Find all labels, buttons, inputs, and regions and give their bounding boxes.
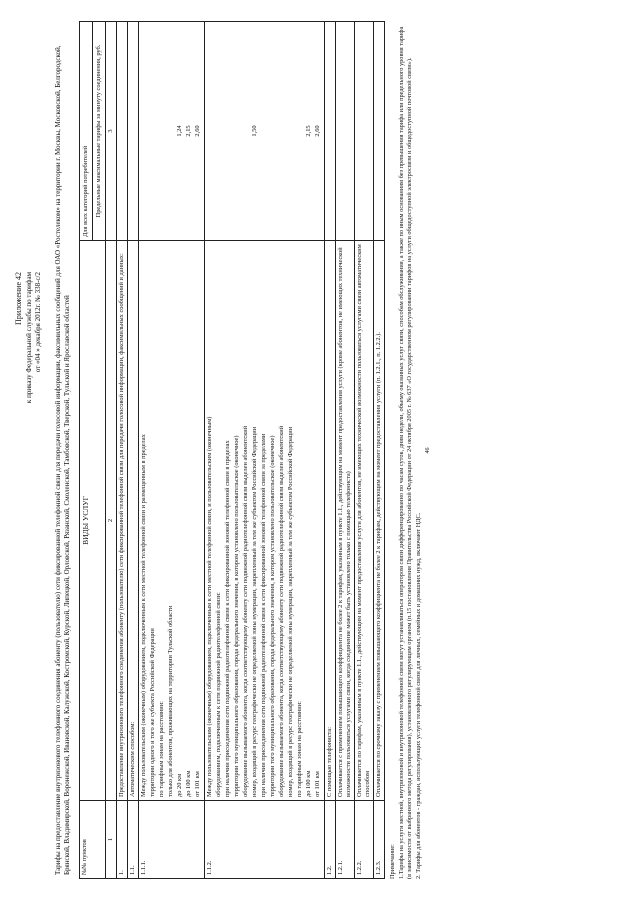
row-prices: [204, 22, 324, 241]
row-price: [167, 25, 176, 237]
row-price: [224, 25, 233, 237]
table-row: [324, 22, 335, 879]
row-number: 1.1.1.: [138, 801, 204, 879]
row-price: [140, 25, 149, 237]
row-line: до 100 км: [304, 770, 312, 797]
header-services: ВИДЫ УСЛУГ: [79, 241, 105, 801]
header-price: [79, 22, 105, 241]
row-line: только для абонентов, проживающих на территории Тульской области: [166, 605, 174, 797]
row-text: Оплачивается по срочному заказу с применением повышающего коэффициента не более 2 к тарифам, действующим на момент предоставления услуги (п. 1.2.1., п. 1.2.2.).: [373, 241, 384, 801]
row-line: от 101 км: [313, 771, 321, 797]
row-price: [215, 25, 224, 237]
row-line: Между пользовательским (оконечным) оборудованием, подключенным к сети местной телефонной связи, и пользовательским (оконечным): [205, 416, 213, 797]
row-price: [269, 25, 278, 237]
table-row: [354, 22, 373, 879]
table-row: [138, 22, 204, 879]
row-price: [233, 25, 242, 237]
row-line: оборудованием, подключенным к сети подвижной радиотелефонной связи:: [214, 592, 222, 797]
row-price: [324, 22, 335, 241]
row-number: 1.: [116, 801, 127, 879]
column-number: 1: [105, 801, 116, 879]
row-line: по тарифным зонам на расстоянии:: [157, 701, 165, 797]
tariff-table: [79, 21, 385, 879]
row-number: 1.2.2.: [354, 801, 373, 879]
table-header-row: [79, 22, 105, 879]
row-price: [242, 25, 251, 237]
row-price: [335, 22, 354, 241]
row-text: С помощью телефониста:: [324, 241, 335, 801]
row-line: Между пользовательским (оконечным) оборудованием, подключенным к сети местной телефонной связи и размещенным в пределах: [139, 434, 147, 797]
row-line: до 100 км: [184, 770, 192, 797]
header-price-top: Для всех категорий потребителей: [80, 22, 93, 240]
row-price: [287, 25, 296, 237]
row-line: оборудование вызываемого абонента, когда соответствующему абоненту сети подвижной радиотелефонной связи выделен абонентский: [241, 425, 249, 797]
page-number: 46: [425, 447, 432, 454]
row-text: Предоставление внутризонового телефонного соединения абоненту (пользователю) сети фиксированной телефонной связи для передачи голосовой информации, факсимильных сообщений и данных:: [116, 241, 127, 801]
row-number: 1.2.3.: [373, 801, 384, 879]
appendix-line-2: от «04 » декабря 2012г. № 338-с/2: [34, 272, 43, 373]
row-price: [158, 25, 167, 237]
row-price: 2,15: [304, 125, 312, 137]
row-text: Оплачивается по тарифам, указанным в пункте 1.1., действующим на момент предоставления услуги для абонентов, не имеющих технической возможности пользоваться услугами связи автоматическим способом: [354, 241, 373, 801]
note-1: 1.Тарифы на услуги местной, внутризоновой и внутризоновой телефонной связи могут устанавливаться оператором связи дифференцированно по часам суток, дням недели, объему оказанных услуг связи, способам обслуживания, а также по иным основаниям без превышения тарифа или предельного уровня тарифа (в зависимости от выбранного метода регулирования), установленного регулирующим органом (п.15 постановления Правительства Российской Федерации от 24 октября 2005 г. № 637 «О государственном регулировании тарифов на услуги общедоступной электросвязи и общедоступной почтовой связи»).: [397, 26, 413, 879]
column-number: 3: [105, 22, 116, 241]
row-price: 2,15: [184, 125, 192, 137]
row-price: [149, 25, 158, 237]
row-number: 1.1.2.: [204, 801, 324, 879]
row-line: при наличии присоединения сети подвижной радиотелефонной связи к сети фиксированной зоновой телефонной связи в пределах: [223, 440, 231, 797]
notes-section: [389, 22, 424, 879]
row-price: 1,50: [250, 125, 258, 137]
row-price: [127, 22, 138, 241]
header-item-number: №№ пунктов: [79, 801, 105, 879]
row-price: 2,60: [193, 125, 201, 137]
row-text: Оплачивается с применением повышающего коэффициента не более 2 к тарифам, указанным в пункте 1.1., действующим на момент предоставления услуги (кроме абонентов, не имеющих технической возможности пользоваться услугами связи, когда соединение может быть установлено только с помощью телефониста): [335, 241, 354, 801]
row-text-lines: [204, 241, 324, 801]
row-prices: [138, 22, 204, 241]
column-number-row: [105, 22, 116, 879]
row-line: номер, входящий в ресурс географически не определяемой зоны нумерации, закрепленный за тем же субъектом Российской Федерации: [250, 426, 258, 797]
row-line: по тарифным зонам на расстоянии:: [295, 701, 303, 797]
row-price: [296, 25, 305, 237]
row-text-lines: [138, 241, 204, 801]
column-number: 2: [105, 241, 116, 801]
row-number: 1.2.: [324, 801, 335, 879]
row-text: Автоматическим способом:: [127, 241, 138, 801]
row-price: [354, 22, 373, 241]
appendix-line-1: к приказу Федеральной службы по тарифам: [24, 272, 33, 404]
table-row: [204, 22, 324, 879]
row-price: [260, 25, 269, 237]
row-line: оборудование вызываемого абонента, когда соответствующему абоненту сети подвижной радиотелефонной связи выделен абонентский: [277, 425, 285, 797]
header-price-sub: Предельные максимальные тарифы за минуту соединения, руб.: [94, 44, 102, 218]
note-2: 2. Тарифы для абонентов - граждан, использующих услуги телефонной связи для личных, семейных и домашних нужд, включают НДС.: [415, 512, 423, 879]
row-price: [278, 25, 287, 237]
row-price: [373, 22, 384, 241]
row-line: номер, входящий в ресурс географически не определяемой зоны нумерации, закрепленный за тем же субъектом Российской Федерации: [286, 426, 294, 797]
table-row: [116, 22, 127, 879]
appendix-title: Приложение 42: [14, 272, 23, 325]
table-row: [127, 22, 138, 879]
document-title: Тарифы на предоставление внутризонового телефонного соединения абоненту (пользователю) сети фиксированной телефонной связи для передачи голосовой информации, факсимильных сообщений для ОАО «Ростелеком» на территории г. Москвы, Московской, Белгородской, Брянской, Владимирской, Воронежской, Ивановской, Калужской, Костромской, Курской, Липецкой, Орловской, Рязанской, Смоленской, Тамбовской, Тверской, Тульской и Ярославской областей: [53, 45, 72, 875]
row-line: до 20 км: [175, 773, 183, 797]
row-line: территории того муниципального образования, города федерального значения, в котором установлено пользовательское (оконечное): [232, 435, 240, 797]
row-price: [116, 22, 127, 241]
row-number: 1.2.1.: [335, 801, 354, 879]
row-line: при наличии присоединения сети подвижной радиотелефонной связи к сети фиксированной зоновой телефонной связи за пределами: [259, 433, 267, 797]
row-line: территории одного и того же субъекта Российской Федерации: [148, 628, 156, 797]
table-row: [373, 22, 384, 879]
appendix-header: [14, 272, 44, 879]
row-line: от 101 км: [193, 771, 201, 797]
row-price: 2,60: [313, 125, 321, 137]
row-price: [206, 25, 215, 237]
table-row: [335, 22, 354, 879]
row-line: территории того муниципального образования, города федерального значения, в котором установлено пользовательское (оконечное): [268, 435, 276, 797]
row-price: 1,24: [175, 125, 183, 137]
row-number: 1.1.: [127, 801, 138, 879]
notes-heading: Примечание:: [388, 844, 396, 879]
